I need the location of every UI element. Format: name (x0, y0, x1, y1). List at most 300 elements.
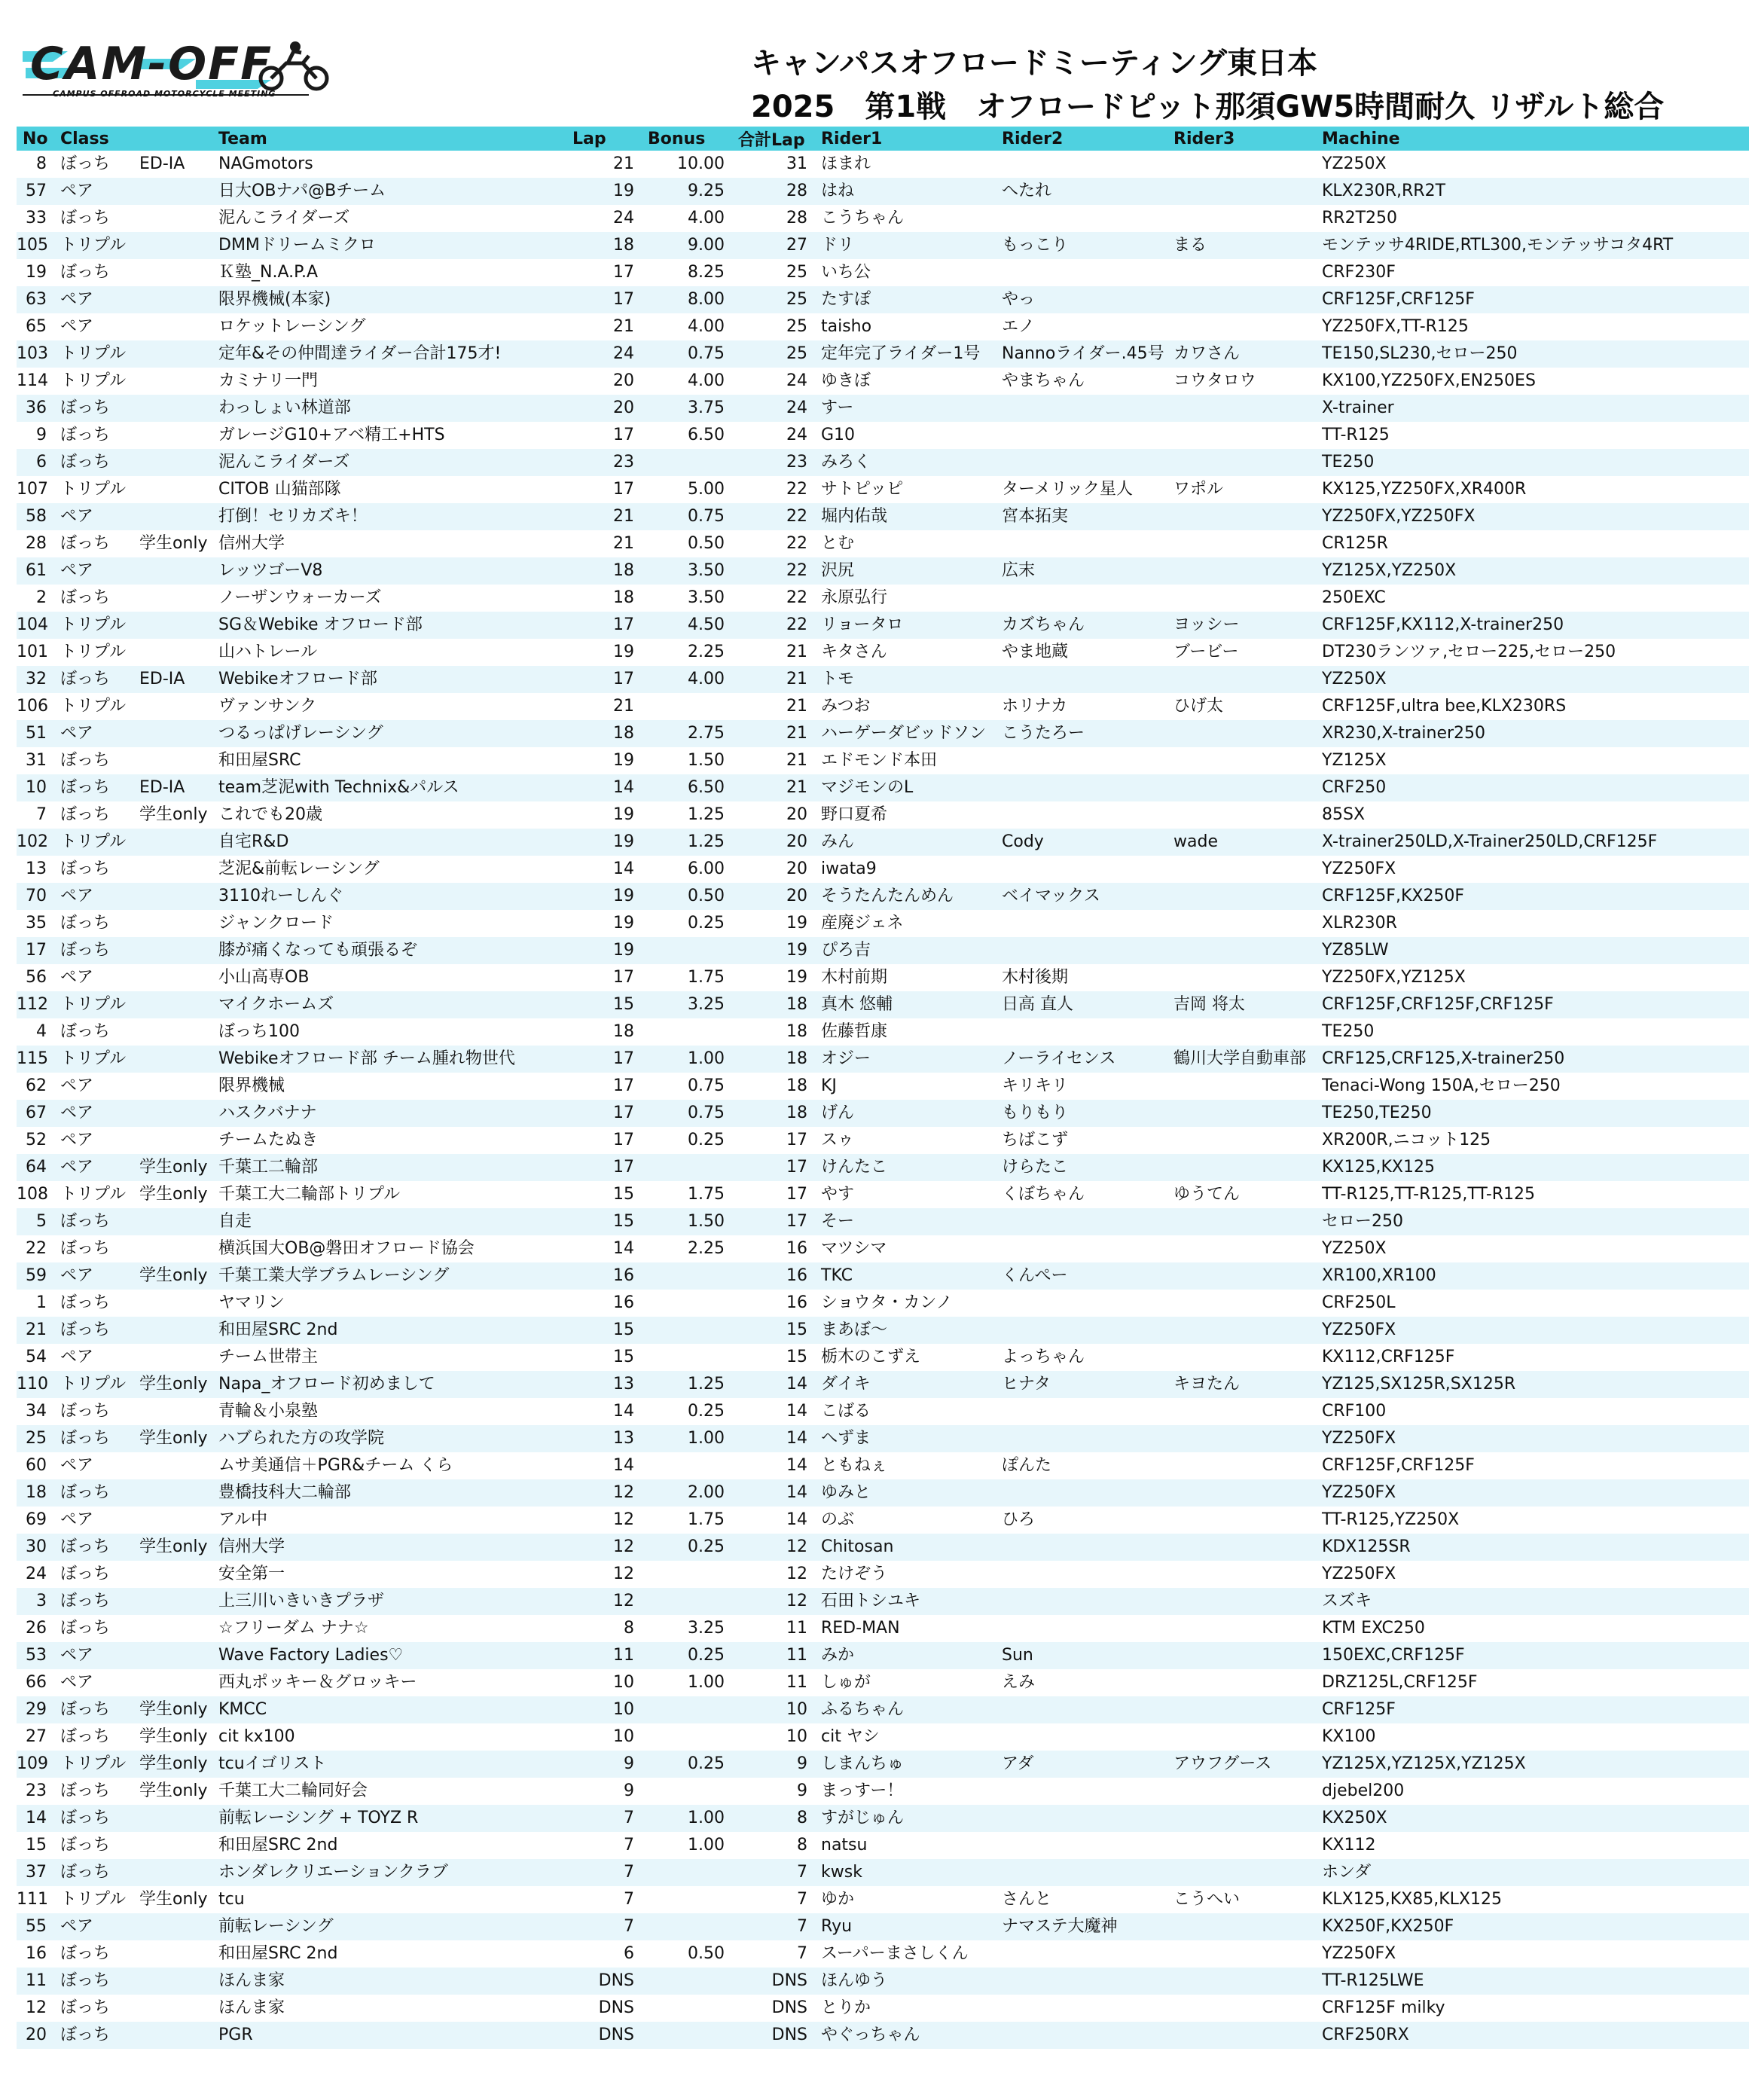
cell-rider3: wade (1167, 829, 1316, 856)
cell-no: 111 (17, 1890, 48, 1909)
cell-rider1: へずま (815, 1425, 996, 1452)
cell-category: 学生only (133, 1696, 212, 1723)
cell-rider1: やす (821, 1185, 855, 1204)
cell-rider2: やま地蔵 (1002, 643, 1069, 661)
cell-machine: TE250 (1316, 449, 1749, 476)
cell-category (133, 829, 212, 856)
cell-team: ☆フリーダム ナナ☆ (218, 1619, 369, 1638)
cell-machine: CRF125F,CRF125F,CRF125F (1316, 991, 1749, 1018)
cell-team: 上三川いきいきプラザ (212, 1588, 566, 1615)
cell-class: ぼっち (54, 1208, 133, 1235)
cell-no: 33 (26, 209, 47, 227)
cell-no: 66 (26, 1673, 47, 1692)
cell-total-lap: 24 (786, 426, 807, 444)
cell-bonus: 4.00 (688, 209, 725, 227)
cell-bonus: 2.25 (688, 643, 725, 661)
results-table (17, 127, 1749, 2049)
cell-no: 18 (17, 1479, 54, 1507)
cell-rider3 (1167, 964, 1316, 991)
cell-bonus: 1.00 (642, 1425, 732, 1452)
cell-bonus: 5.00 (688, 480, 725, 499)
cell-machine: CR125R (1322, 534, 1388, 553)
cell-rider3 (1167, 1832, 1316, 1859)
cell-rider3 (1167, 205, 1316, 232)
cell-rider1: トモ (815, 666, 996, 693)
cell-team: これでも20歳 (218, 805, 322, 824)
cell-total-lap: 20 (732, 883, 815, 910)
table-row (17, 1534, 1749, 1561)
cell-machine: YZ250FX,YZ125X (1322, 968, 1466, 987)
cell-bonus: 0.25 (642, 1534, 732, 1561)
cell-rider2: カズちゃん (996, 612, 1167, 639)
cell-class: ぼっち (60, 1781, 111, 1800)
cell-total-lap: 20 (786, 859, 807, 878)
cell-category (133, 1859, 212, 1886)
cell-machine: TE250,TE250 (1316, 1100, 1749, 1127)
cell-bonus: 1.25 (642, 1371, 732, 1398)
cell-rider2: やまちゃん (1002, 371, 1085, 390)
cell-rider2: もりもり (996, 1100, 1167, 1127)
cell-no: 6 (17, 449, 54, 476)
cell-total-lap: 28 (732, 178, 815, 205)
cell-bonus: 1.50 (642, 1208, 732, 1235)
cell-rider3 (1167, 449, 1316, 476)
cell-lap: 14 (566, 774, 642, 801)
cell-lap: 18 (566, 232, 642, 259)
cell-team: 西丸ポッキー＆グロッキー (218, 1673, 417, 1692)
cell-rider1: しゅが (821, 1673, 871, 1692)
cell-rider2: 日高 直人 (996, 991, 1167, 1018)
cell-machine: CRF230F (1322, 263, 1396, 282)
cell-rider3: ヨッシー (1167, 612, 1316, 639)
table-row (17, 1805, 1749, 1832)
cell-class: ぼっち (54, 1859, 133, 1886)
cell-no: 106 (17, 697, 48, 716)
cell-team: 限界機械 (218, 1076, 285, 1095)
cell-total-lap: 20 (786, 805, 807, 824)
cell-no: 15 (26, 1836, 47, 1855)
cell-team: 限界機械(本家) (212, 286, 566, 313)
cell-category (133, 1018, 212, 1046)
cell-lap: 19 (613, 914, 634, 933)
cell-class: ペア (60, 1131, 94, 1149)
cell-rider2 (996, 1534, 1167, 1561)
cell-bonus: 3.75 (642, 395, 732, 422)
cell-total-lap: 12 (732, 1588, 815, 1615)
cell-no: 103 (17, 340, 54, 368)
cell-rider3: カワさん (1167, 340, 1316, 368)
cell-rider2: アダ (996, 1751, 1167, 1778)
cell-machine: DT230ランツァ,セロー225,セロー250 (1322, 643, 1616, 661)
cell-machine: スズキ (1316, 1588, 1749, 1615)
cell-rider3 (1167, 1723, 1316, 1751)
cell-bonus: 0.25 (688, 1402, 725, 1421)
cell-rider1: みん (815, 829, 996, 856)
table-row (17, 1154, 1749, 1181)
table-row (17, 585, 1749, 612)
cell-total-lap: 21 (786, 751, 807, 770)
cell-rider3 (1167, 720, 1316, 747)
cell-rider2 (996, 1615, 1167, 1642)
cell-machine: DRZ125L,CRF125F (1322, 1673, 1478, 1692)
cell-rider1: taisho (821, 317, 872, 336)
cell-total-lap: 21 (786, 643, 807, 661)
table-row (17, 1398, 1749, 1425)
cell-rider1: すがじゅん (815, 1805, 996, 1832)
cell-bonus: 0.25 (642, 1751, 732, 1778)
cell-bonus: 8.25 (688, 263, 725, 282)
cell-class: ぼっち (54, 1479, 133, 1507)
cell-rider2 (996, 1588, 1167, 1615)
cell-lap: 20 (566, 395, 642, 422)
cell-machine: KX250X (1316, 1805, 1749, 1832)
cell-rider1: いち公 (821, 263, 871, 282)
cell-class: ぼっち (54, 1805, 133, 1832)
cell-machine: YZ250FX (1316, 1317, 1749, 1344)
cell-total-lap: 25 (786, 263, 807, 282)
cell-lap: 21 (613, 154, 634, 173)
cell-no: 1 (36, 1293, 47, 1312)
cell-rider1: たけぞう (821, 1565, 888, 1583)
cell-category (133, 991, 212, 1018)
cell-team: 千葉工大二輪部トリプル (218, 1185, 401, 1204)
cell-bonus: 0.75 (688, 1076, 725, 1095)
cell-machine: TT-R125,TT-R125,TT-R125 (1322, 1185, 1536, 1204)
cell-lap: 19 (613, 643, 634, 661)
cell-total-lap: 31 (786, 154, 807, 173)
cell-lap: 24 (613, 209, 634, 227)
cell-rider3 (1167, 178, 1316, 205)
cell-total-lap: 7 (732, 1913, 815, 1940)
cell-rider1: たすぽ (815, 286, 996, 313)
cell-rider3: 吉岡 将太 (1167, 991, 1316, 1018)
cell-bonus (642, 1561, 732, 1588)
cell-team: 千葉工業大学ブラムレーシング (212, 1262, 566, 1290)
cell-total-lap: 12 (732, 1534, 815, 1561)
cell-bonus: 10.00 (677, 154, 725, 173)
table-row (17, 693, 1749, 720)
cell-class: ペア (54, 1642, 133, 1669)
cell-total-lap: 10 (732, 1696, 815, 1723)
cell-total-lap: 12 (786, 1565, 807, 1583)
cell-lap: 21 (613, 317, 634, 336)
cell-class: ペア (54, 1154, 133, 1181)
cell-rider3: こうへい (1173, 1890, 1241, 1909)
cell-category (133, 1642, 212, 1669)
cell-no: 109 (17, 1751, 54, 1778)
cell-rider3 (1167, 666, 1316, 693)
cell-lap: 15 (613, 1348, 634, 1366)
cell-rider2: へたれ (996, 178, 1167, 205)
cell-lap: 7 (566, 1805, 642, 1832)
col-header-lap: Lap (566, 127, 642, 151)
cell-class: ぼっち (54, 1588, 133, 1615)
cell-rider3 (1167, 883, 1316, 910)
cell-category (133, 964, 212, 991)
cell-rider2: 木村後期 (1002, 968, 1069, 987)
cell-total-lap: 17 (732, 1208, 815, 1235)
cell-bonus: 1.75 (688, 1185, 725, 1204)
cell-rider3 (1167, 1913, 1316, 1940)
cell-team: チーム世帯主 (218, 1348, 319, 1366)
table-row (17, 1452, 1749, 1479)
cell-rider1: のぶ (821, 1510, 855, 1529)
cell-bonus: 1.75 (688, 968, 725, 987)
cell-lap: 14 (613, 1239, 634, 1258)
cell-total-lap: 17 (786, 1131, 807, 1149)
cell-rider3 (1167, 313, 1316, 340)
table-row (17, 1479, 1749, 1507)
cell-team: Webikeオフロード部 チーム腫れ物世代 (212, 1046, 566, 1073)
cell-bonus: 0.25 (688, 914, 725, 933)
cell-team: 自宅R&D (212, 829, 566, 856)
cell-lap: 10 (613, 1673, 634, 1692)
table-row (17, 1940, 1749, 1968)
cell-rider2: Nannoライダー.45号 (996, 340, 1167, 368)
table-row (17, 1018, 1749, 1046)
cell-lap: 23 (566, 449, 642, 476)
cell-rider3 (1167, 151, 1316, 178)
cell-category (133, 1832, 212, 1859)
cell-category (133, 1615, 212, 1642)
cell-team: SG＆Webike オフロード部 (212, 612, 566, 639)
cell-machine: KDX125SR (1316, 1534, 1749, 1561)
cell-rider3 (1167, 557, 1316, 585)
cell-total-lap: 14 (786, 1402, 807, 1421)
cell-machine: KLX125,KX85,KLX125 (1322, 1890, 1502, 1909)
cell-machine: 85SX (1322, 805, 1366, 824)
cell-class: ペア (54, 503, 133, 530)
cell-rider1: ゆか (821, 1890, 855, 1909)
cell-rider3 (1167, 1317, 1316, 1344)
table-row (17, 1208, 1749, 1235)
cell-no: 64 (17, 1154, 54, 1181)
cell-no: 4 (36, 1022, 47, 1041)
cell-category (133, 313, 212, 340)
cell-lap: 17 (566, 1154, 642, 1181)
cell-rider3: 鶴川大学自動車部 (1167, 1046, 1316, 1073)
cell-rider3: ワポル (1173, 480, 1224, 499)
cell-rider1: げん (815, 1100, 996, 1127)
cell-rider2 (996, 1995, 1167, 2022)
cell-machine: Tenaci-Wong 150A,セロー250 (1322, 1076, 1561, 1095)
cell-bonus (642, 937, 732, 964)
cell-machine: CRF125F milky (1322, 1998, 1445, 2017)
cell-lap: 19 (613, 805, 634, 824)
cell-category (133, 1235, 212, 1262)
cell-no: 59 (17, 1262, 54, 1290)
cell-bonus: 1.00 (642, 1046, 732, 1073)
cell-rider1: スーパーまさしくん (821, 1944, 969, 1963)
cell-category (133, 1398, 212, 1425)
cell-lap: 15 (566, 1317, 642, 1344)
cell-rider3: ひげ太 (1173, 697, 1224, 716)
cell-rider3 (1167, 1561, 1316, 1588)
cell-rider1: Ryu (815, 1913, 996, 1940)
cell-team: ヴァンサンク (218, 697, 317, 716)
cell-rider1: kwsk (815, 1859, 996, 1886)
table-row (17, 232, 1749, 259)
cell-category (133, 557, 212, 585)
cell-total-lap: DNS (732, 1968, 815, 1995)
cell-bonus (642, 1886, 732, 1913)
cell-team: ガレージG10+アベ精工+HTS (218, 426, 445, 444)
cell-no: 32 (17, 666, 54, 693)
table-row (17, 666, 1749, 693)
cell-category (133, 340, 212, 368)
col-header-class: Class (54, 127, 133, 151)
cell-rider1: ともねぇ (821, 1456, 888, 1475)
table-row (17, 1669, 1749, 1696)
cell-rider2: もっこり (996, 232, 1167, 259)
cell-rider3 (1167, 856, 1316, 883)
cell-rider1: すー (815, 395, 996, 422)
cell-category (133, 1317, 212, 1344)
logo-subtitle: CAMPUS OFFROAD MOTORCYCLE MEETING (53, 89, 276, 99)
cell-rider3 (1167, 1669, 1316, 1696)
cell-rider2 (996, 449, 1167, 476)
cell-category (133, 178, 212, 205)
cell-lap: 24 (566, 340, 642, 368)
cell-team: レッツゴーV8 (212, 557, 566, 585)
cell-lap: 12 (613, 1565, 634, 1583)
cell-machine: KLX230R,RR2T (1316, 178, 1749, 205)
cell-category: 学生only (133, 1262, 212, 1290)
cell-class: ぼっち (60, 588, 111, 607)
cell-lap: 12 (566, 1534, 642, 1561)
table-row (17, 1561, 1749, 1588)
cell-class: ペア (60, 1510, 94, 1529)
cell-bonus: 9.00 (642, 232, 732, 259)
table-row (17, 1046, 1749, 1073)
cell-bonus: 2.00 (642, 1479, 732, 1507)
cell-bonus (642, 1452, 732, 1479)
cell-category (133, 1805, 212, 1832)
cell-team: アル中 (218, 1510, 268, 1529)
cell-rider1: そー (815, 1208, 996, 1235)
cell-bonus: 1.50 (688, 751, 725, 770)
cell-team: 和田屋SRC 2nd (218, 1944, 338, 1963)
cell-total-lap: 14 (732, 1479, 815, 1507)
cell-lap: 12 (566, 1479, 642, 1507)
cell-lap: 12 (613, 1510, 634, 1529)
table-row (17, 1127, 1749, 1154)
cell-rider3 (1167, 1995, 1316, 2022)
cell-no: 55 (17, 1913, 54, 1940)
cell-team: わっしょい林道部 (212, 395, 566, 422)
cell-class: ぼっち (54, 1425, 133, 1452)
cell-machine: TE250 (1322, 1022, 1375, 1041)
cell-rider1: 木村前期 (821, 968, 888, 987)
cell-category: 学生only (133, 1534, 212, 1561)
cell-machine: YZ250FX (1316, 1479, 1749, 1507)
cell-machine: CRF125F,KX250F (1316, 883, 1749, 910)
cell-no: 37 (17, 1859, 54, 1886)
cell-machine: 250EXC (1322, 588, 1386, 607)
cell-team: ホンダレクリエーションクラブ (212, 1859, 566, 1886)
cell-team: 前転レーシング + TOYZ R (212, 1805, 566, 1832)
cell-category (133, 612, 212, 639)
cell-machine: YZ250FX (1316, 1425, 1749, 1452)
cell-bonus (642, 1262, 732, 1290)
cell-rider2 (996, 1479, 1167, 1507)
cell-class: トリプル (54, 829, 133, 856)
cell-no: 60 (26, 1456, 47, 1475)
table-row (17, 1507, 1749, 1534)
cell-rider3 (1167, 801, 1316, 829)
cell-total-lap: 22 (732, 503, 815, 530)
cell-rider2 (996, 585, 1167, 612)
cell-bonus: 3.25 (688, 1619, 725, 1638)
cell-lap: 14 (613, 1402, 634, 1421)
cell-bonus (642, 1018, 732, 1046)
cell-category (133, 1100, 212, 1127)
cell-rider1: ハーゲーダビッドソン (815, 720, 996, 747)
table-row (17, 476, 1749, 503)
cell-machine: YZ250X (1322, 154, 1387, 173)
cell-total-lap: 14 (732, 1371, 815, 1398)
cell-rider2: よっちゃん (1002, 1348, 1085, 1366)
cell-total-lap: 21 (732, 720, 815, 747)
cell-lap: DNS (598, 1998, 634, 2017)
cell-class: ペア (54, 1262, 133, 1290)
cell-team: 芝泥&前転レーシング (218, 859, 380, 878)
cell-category (133, 1073, 212, 1100)
cell-total-lap: 18 (732, 991, 815, 1018)
cell-class: ぼっち (60, 1619, 111, 1638)
cell-rider3: アウフグース (1167, 1751, 1316, 1778)
cell-category (133, 1561, 212, 1588)
cell-rider2: ターメリック星人 (1002, 480, 1134, 499)
cell-bonus (642, 2022, 732, 2049)
cell-lap: 17 (613, 480, 634, 499)
cell-team: Napa_オフロード初めまして (212, 1371, 566, 1398)
table-row (17, 747, 1749, 774)
cell-team: カミナリ一門 (218, 371, 319, 390)
cell-team: DMMドリームミクロ (212, 232, 566, 259)
cell-rider3 (1167, 585, 1316, 612)
cell-class: ぼっち (60, 1565, 111, 1583)
cell-team: 和田屋SRC (218, 751, 301, 770)
cell-total-lap: 28 (786, 209, 807, 227)
results-body (17, 151, 1749, 2049)
cell-total-lap: 22 (786, 534, 807, 553)
cell-machine: ホンダ (1316, 1859, 1749, 1886)
cell-class: トリプル (54, 1046, 133, 1073)
cell-bonus: 0.50 (688, 534, 725, 553)
cell-no: 67 (17, 1100, 54, 1127)
cell-rider3 (1167, 1859, 1316, 1886)
cell-rider2 (996, 1805, 1167, 1832)
cell-rider1: スゥ (821, 1131, 854, 1149)
cell-total-lap: 23 (732, 449, 815, 476)
cell-rider1: 石田トシユキ (815, 1588, 996, 1615)
cell-lap: 14 (613, 1456, 634, 1475)
table-row (17, 313, 1749, 340)
cell-lap: 6 (624, 1944, 634, 1963)
cell-total-lap: DNS (771, 1998, 807, 2017)
cell-rider2 (996, 747, 1167, 774)
cell-bonus (642, 1154, 732, 1181)
cell-rider1: みか (815, 1642, 996, 1669)
cell-category: 学生only (139, 1727, 208, 1746)
cell-no: 28 (26, 534, 47, 553)
table-row (17, 1968, 1749, 1995)
cell-class: ペア (60, 317, 94, 336)
page-title-line2: 2025 第1戦 オフロードピット那須GW5時間耐久 リザルト総合 (751, 90, 1665, 124)
cell-rider1: 永原弘行 (821, 588, 888, 607)
table-row (17, 1913, 1749, 1940)
